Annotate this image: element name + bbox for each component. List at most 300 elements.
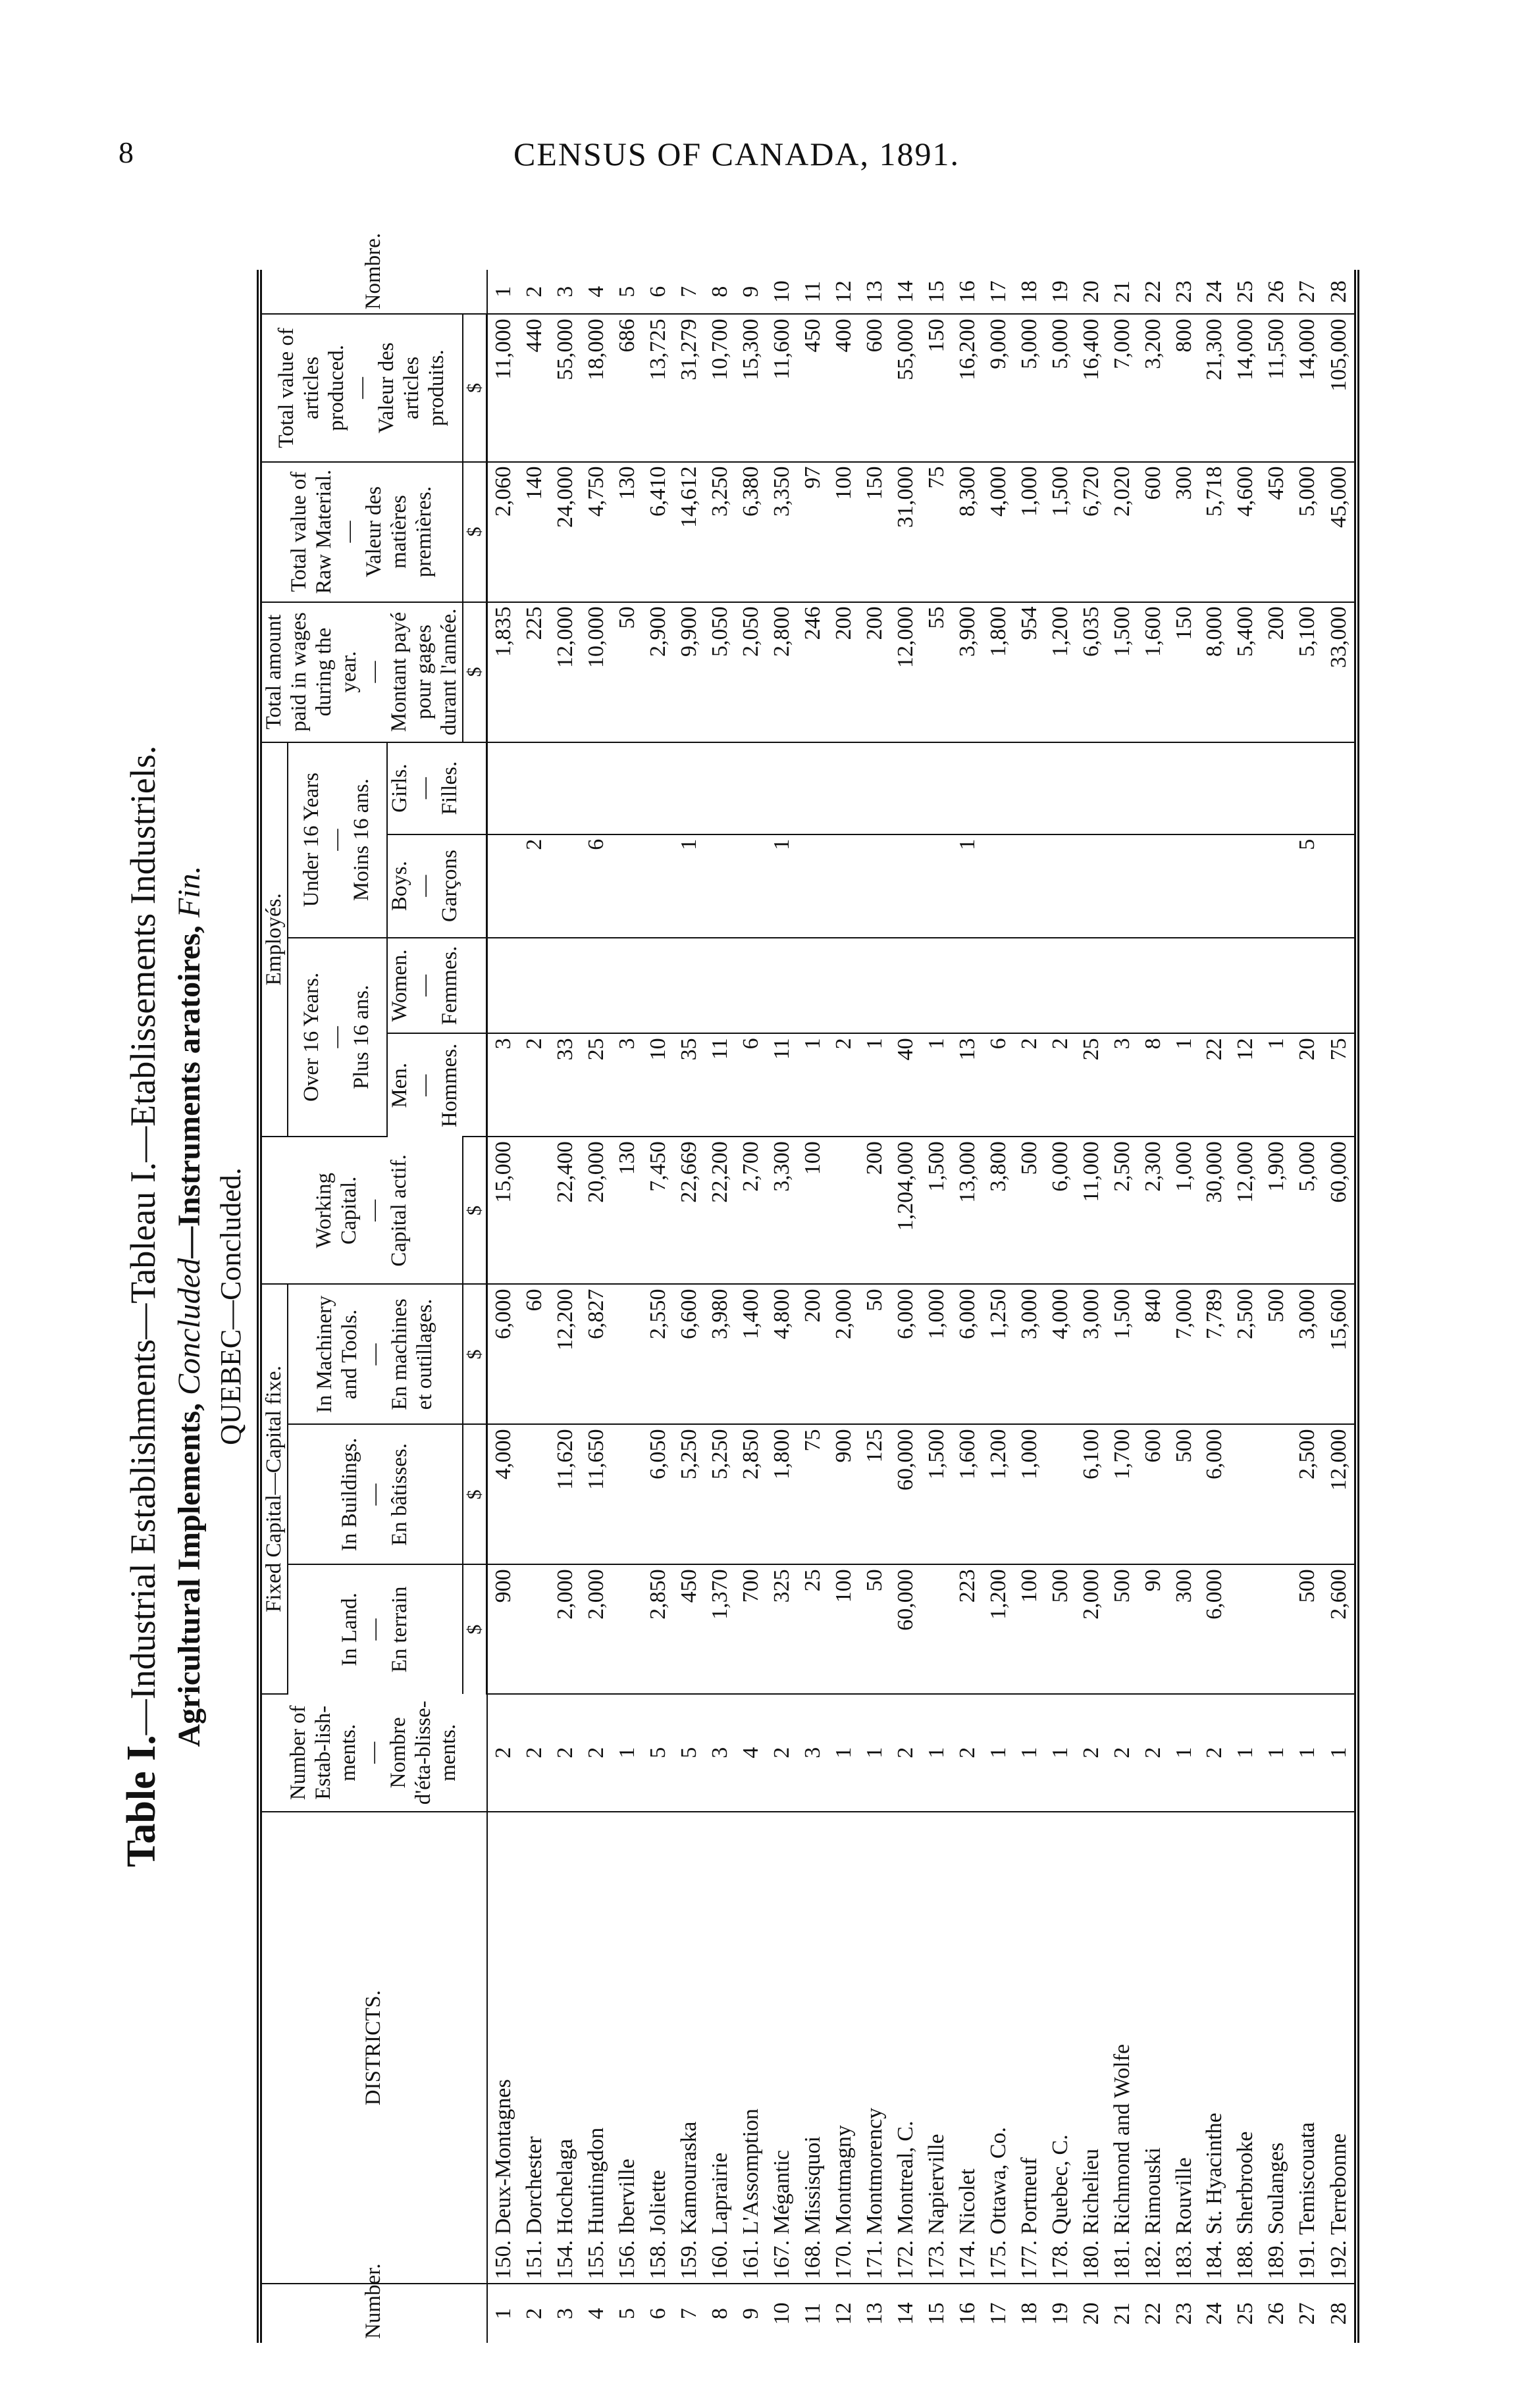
- row-nombre: 11: [797, 270, 828, 314]
- girls-count: [1168, 742, 1199, 834]
- buildings-value: 11,650: [581, 1424, 612, 1564]
- col-estab: [259, 1694, 487, 1812]
- table-body: [487, 270, 1357, 2343]
- buildings-value: 12,000: [1323, 1424, 1357, 1564]
- census-table: [257, 232, 1359, 2343]
- table-row: [550, 270, 581, 2343]
- page-number: 8: [118, 136, 134, 169]
- boys-count: [1199, 834, 1230, 938]
- district-name: 173. Napierville: [921, 1812, 952, 2284]
- men-count: 20: [1292, 1033, 1323, 1137]
- machinery-value: 1,250: [983, 1284, 1014, 1424]
- row-nombre: 9: [735, 270, 766, 314]
- table-row: [612, 270, 642, 2343]
- col-girls-en: Girls.: [387, 763, 411, 813]
- wages-value: 2,800: [766, 602, 797, 742]
- row-nombre: 15: [921, 270, 952, 314]
- working-capital: 22,400: [550, 1137, 581, 1284]
- col-working: [259, 1137, 463, 1284]
- col-working-fr: Capital actif.: [386, 1154, 411, 1267]
- district-name: 160. Laprairie: [704, 1812, 735, 2284]
- men-count: 2: [1045, 1033, 1076, 1137]
- table-row: [921, 270, 952, 2343]
- district-name: 158. Joliette: [642, 1812, 673, 2284]
- table-row: [859, 270, 890, 2343]
- working-capital: 5,000: [1292, 1137, 1323, 1284]
- district-name: 175. Ottawa, Co.: [983, 1812, 1014, 2284]
- machinery-value: 60: [519, 1284, 550, 1424]
- province-heading: QUEBEC—Concluded.: [215, 1167, 247, 1445]
- men-count: 75: [1323, 1033, 1357, 1137]
- estab-count: 3: [704, 1694, 735, 1812]
- articles-produced-value: 18,000: [581, 314, 612, 461]
- table-row: [828, 270, 859, 2343]
- land-value: [921, 1564, 952, 1693]
- girls-count: [704, 742, 735, 834]
- subtitle-part3: —Instruments aratoires,: [172, 925, 207, 1258]
- dash: —: [325, 829, 349, 851]
- men-count: 10: [642, 1033, 673, 1137]
- blank-unit: [463, 1033, 487, 1137]
- running-title: CENSUS OF CANADA, 1891.: [513, 136, 960, 172]
- working-capital: 130: [612, 1137, 642, 1284]
- girls-count: [581, 742, 612, 834]
- women-count: [519, 938, 550, 1034]
- articles-produced-value: 686: [612, 314, 642, 461]
- col-machinery: [288, 1284, 463, 1424]
- machinery-value: 3,000: [1014, 1284, 1045, 1424]
- machinery-value: 200: [797, 1284, 828, 1424]
- col-women: [387, 938, 463, 1034]
- col-produced: [259, 314, 463, 461]
- row-nombre: 19: [1045, 270, 1076, 314]
- row-nombre: 28: [1323, 270, 1357, 314]
- articles-produced-value: 9,000: [983, 314, 1014, 461]
- col-produced-fr: Valeur des articles produits.: [374, 342, 448, 434]
- land-value: 1,370: [704, 1564, 735, 1693]
- col-nombre: Nombre.: [259, 270, 487, 314]
- girls-count: [859, 742, 890, 834]
- working-capital: [828, 1137, 859, 1284]
- buildings-value: 5,250: [704, 1424, 735, 1564]
- girls-count: [1323, 742, 1357, 834]
- raw-material-value: 2,060: [487, 462, 519, 602]
- row-number: 26: [1264, 2302, 1289, 2325]
- col-machinery-fr: En machines et outillages.: [387, 1298, 436, 1410]
- wages-value: 50: [612, 602, 642, 742]
- dash: —: [362, 1483, 386, 1506]
- buildings-value: 60,000: [890, 1424, 921, 1564]
- dash: —: [361, 661, 386, 683]
- girls-count: [1230, 742, 1261, 834]
- articles-produced-value: 55,000: [890, 314, 921, 461]
- col-buildings: [288, 1424, 463, 1564]
- wages-value: 5,100: [1292, 602, 1323, 742]
- dash: —: [412, 875, 436, 897]
- women-count: [1292, 938, 1323, 1034]
- raw-material-value: 31,000: [890, 462, 921, 602]
- district-name: 154. Hochelaga: [550, 1812, 581, 2284]
- col-boys: [387, 834, 463, 938]
- machinery-value: 840: [1138, 1284, 1168, 1424]
- machinery-value: 500: [1261, 1284, 1292, 1424]
- working-capital: 22,669: [673, 1137, 704, 1284]
- girls-count: [797, 742, 828, 834]
- blank-unit: [463, 938, 487, 1034]
- working-capital: 20,000: [581, 1137, 612, 1284]
- men-count: 33: [550, 1033, 581, 1137]
- col-raw-en: Total value of Raw Material.: [286, 469, 336, 594]
- women-count: [1168, 938, 1199, 1034]
- boys-count: [1323, 834, 1357, 938]
- raw-material-value: 2,020: [1107, 462, 1138, 602]
- raw-material-value: 300: [1168, 462, 1199, 602]
- machinery-value: 7,000: [1168, 1284, 1199, 1424]
- row-nombre: 26: [1261, 270, 1292, 314]
- men-count: 1: [921, 1033, 952, 1137]
- row-number: 17: [985, 2302, 1010, 2325]
- row-nombre: 27: [1292, 270, 1323, 314]
- row-nombre: 6: [642, 270, 673, 314]
- raw-material-value: 14,612: [673, 462, 704, 602]
- estab-count: 1: [1045, 1694, 1076, 1812]
- row-number: 9: [738, 2308, 763, 2320]
- men-count: 22: [1199, 1033, 1230, 1137]
- district-name: 159. Kamouraska: [673, 1812, 704, 2284]
- district-name: 178. Quebec, C.: [1045, 1812, 1076, 2284]
- working-capital: [519, 1137, 550, 1284]
- wages-value: 150: [1168, 602, 1199, 742]
- working-capital: 2,300: [1138, 1137, 1168, 1284]
- men-count: 1: [859, 1033, 890, 1137]
- men-count: 2: [1014, 1033, 1045, 1137]
- land-value: 100: [828, 1564, 859, 1693]
- row-number: 7: [677, 2308, 702, 2320]
- women-count: [766, 938, 797, 1034]
- articles-produced-value: 105,000: [1323, 314, 1357, 461]
- row-nombre: 17: [983, 270, 1014, 314]
- wages-value: 10,000: [581, 602, 612, 742]
- district-name: 174. Nicolet: [952, 1812, 983, 2284]
- row-number: 6: [646, 2308, 671, 2320]
- row-number: 12: [831, 2302, 856, 2325]
- working-capital: 11,000: [1076, 1137, 1107, 1284]
- boys-count: [1230, 834, 1261, 938]
- estab-count: 2: [890, 1694, 921, 1812]
- buildings-value: [1261, 1424, 1292, 1564]
- buildings-value: [1230, 1424, 1261, 1564]
- girls-count: [735, 742, 766, 834]
- working-capital: 7,450: [642, 1137, 673, 1284]
- table-title-text: —Industrial Establishments—Tableau I.—Etablissements Industriels.: [123, 745, 163, 1735]
- col-girls: [387, 742, 463, 834]
- buildings-value: 1,500: [921, 1424, 952, 1564]
- col-estab-fr: Nombre d'éta-blisse-ments.: [386, 1701, 461, 1805]
- buildings-value: 6,100: [1076, 1424, 1107, 1564]
- buildings-value: 500: [1168, 1424, 1199, 1564]
- col-produced-en: Total value of articles produced.: [274, 328, 348, 448]
- buildings-value: 1,700: [1107, 1424, 1138, 1564]
- col-raw-fr: Valeur des matières premières.: [361, 486, 436, 578]
- wages-value: 3,900: [952, 602, 983, 742]
- row-nombre: 2: [519, 270, 550, 314]
- row-number: 19: [1047, 2302, 1072, 2325]
- col-girls-fr: Filles.: [437, 761, 461, 815]
- girls-count: [519, 742, 550, 834]
- boys-count: [487, 834, 519, 938]
- dollar-sign: $: [463, 1284, 487, 1424]
- estab-count: 1: [859, 1694, 890, 1812]
- raw-material-value: 8,300: [952, 462, 983, 602]
- wages-value: 1,600: [1138, 602, 1168, 742]
- men-count: 12: [1230, 1033, 1261, 1137]
- table-row: [704, 270, 735, 2343]
- estab-count: 1: [1292, 1694, 1323, 1812]
- district-name: 156. Iberville: [612, 1812, 642, 2284]
- wages-value: 9,900: [673, 602, 704, 742]
- buildings-value: 2,850: [735, 1424, 766, 1564]
- district-name: 150. Deux-Montagnes: [487, 1812, 519, 2284]
- dash: —: [362, 1343, 386, 1366]
- table-subtitle: [171, 270, 207, 2343]
- subtitle-part4: Fin.: [172, 865, 207, 918]
- row-nombre: 24: [1199, 270, 1230, 314]
- estab-count: 2: [519, 1694, 550, 1812]
- boys-count: [859, 834, 890, 938]
- raw-material-value: 600: [1138, 462, 1168, 602]
- working-capital: 1,000: [1168, 1137, 1199, 1284]
- women-count: [1199, 938, 1230, 1034]
- row-number: 27: [1295, 2302, 1320, 2325]
- table-row: [581, 270, 612, 2343]
- men-count: 6: [983, 1033, 1014, 1137]
- col-men: [387, 1033, 463, 1137]
- row-nombre: 3: [550, 270, 581, 314]
- district-name: 181. Richmond and Wolfe: [1107, 1812, 1138, 2284]
- blank-unit: [463, 834, 487, 938]
- col-under16-fr: Moins 16 ans.: [350, 779, 374, 902]
- dollar-sign: $: [463, 1137, 487, 1284]
- land-value: [519, 1564, 550, 1693]
- dash: —: [361, 1741, 386, 1764]
- men-count: 3: [1107, 1033, 1138, 1137]
- articles-produced-value: 31,279: [673, 314, 704, 461]
- articles-produced-value: 55,000: [550, 314, 581, 461]
- raw-material-value: 97: [797, 462, 828, 602]
- men-count: 6: [735, 1033, 766, 1137]
- land-value: 2,000: [550, 1564, 581, 1693]
- buildings-value: [1045, 1424, 1076, 1564]
- district-name: 188. Sherbrooke: [1230, 1812, 1261, 2284]
- district-name: 191. Temiscouata: [1292, 1812, 1323, 2284]
- buildings-value: 75: [797, 1424, 828, 1564]
- raw-material-value: 6,720: [1076, 462, 1107, 602]
- district-name: 172. Montreal, C.: [890, 1812, 921, 2284]
- land-value: 100: [1014, 1564, 1045, 1693]
- boys-count: [921, 834, 952, 938]
- boys-count: [828, 834, 859, 938]
- boys-count: [1261, 834, 1292, 938]
- table-row: [797, 270, 828, 2343]
- articles-produced-value: 5,000: [1014, 314, 1045, 461]
- table-row: [890, 270, 921, 2343]
- col-wages-fr: Montant payé pour gages durant l'année.: [386, 608, 461, 736]
- table-row: [1014, 270, 1045, 2343]
- dollar-sign: $: [463, 1564, 487, 1693]
- table-row: [1292, 270, 1323, 2343]
- district-name: 184. St. Hyacinthe: [1199, 1812, 1230, 2284]
- raw-material-value: 3,350: [766, 462, 797, 602]
- buildings-value: 5,250: [673, 1424, 704, 1564]
- row-nombre: 1: [487, 270, 519, 314]
- girls-count: [828, 742, 859, 834]
- land-value: 6,000: [1199, 1564, 1230, 1693]
- dollar-sign: $: [463, 462, 487, 602]
- estab-count: 1: [921, 1694, 952, 1812]
- articles-produced-value: 21,300: [1199, 314, 1230, 461]
- machinery-value: 6,827: [581, 1284, 612, 1424]
- working-capital: 12,000: [1230, 1137, 1261, 1284]
- col-boys-en: Boys.: [387, 861, 411, 911]
- women-count: [983, 938, 1014, 1034]
- estab-count: 1: [983, 1694, 1014, 1812]
- buildings-value: 6,050: [642, 1424, 673, 1564]
- machinery-value: 4,000: [1045, 1284, 1076, 1424]
- articles-produced-value: 13,725: [642, 314, 673, 461]
- wages-value: 2,050: [735, 602, 766, 742]
- row-nombre: 20: [1076, 270, 1107, 314]
- district-name: 161. L'Assomption: [735, 1812, 766, 2284]
- col-men-en: Men.: [387, 1062, 411, 1108]
- row-nombre: 21: [1107, 270, 1138, 314]
- men-count: 11: [704, 1033, 735, 1137]
- dash: —: [412, 974, 436, 996]
- dash: —: [336, 521, 361, 543]
- boys-count: [1045, 834, 1076, 938]
- machinery-value: 6,000: [952, 1284, 983, 1424]
- men-count: 8: [1138, 1033, 1168, 1137]
- col-wages: [259, 602, 463, 742]
- row-number: 13: [862, 2302, 887, 2325]
- articles-produced-value: 5,000: [1045, 314, 1076, 461]
- row-number: 21: [1109, 2302, 1134, 2325]
- land-value: 300: [1168, 1564, 1199, 1693]
- boys-count: [1014, 834, 1045, 938]
- men-count: 1: [1168, 1033, 1199, 1137]
- machinery-value: 15,600: [1323, 1284, 1357, 1424]
- table-row: [1107, 270, 1138, 2343]
- land-value: 2,000: [1076, 1564, 1107, 1693]
- row-number: 10: [769, 2302, 794, 2325]
- table-row: [1230, 270, 1261, 2343]
- women-count: [797, 938, 828, 1034]
- buildings-value: 1,200: [983, 1424, 1014, 1564]
- men-count: 35: [673, 1033, 704, 1137]
- working-capital: 60,000: [1323, 1137, 1357, 1284]
- men-count: 1: [797, 1033, 828, 1137]
- table-row: [983, 270, 1014, 2343]
- dollar-sign: $: [463, 1424, 487, 1564]
- table-row: [642, 270, 673, 2343]
- blank-unit: [463, 742, 487, 834]
- raw-material-value: 4,750: [581, 462, 612, 602]
- wages-value: 1,200: [1045, 602, 1076, 742]
- women-count: [952, 938, 983, 1034]
- land-value: 25: [797, 1564, 828, 1693]
- col-buildings-en: In Buildings.: [337, 1437, 361, 1552]
- raw-material-value: 75: [921, 462, 952, 602]
- estab-count: 4: [735, 1694, 766, 1812]
- boys-count: [890, 834, 921, 938]
- men-count: 25: [1076, 1033, 1107, 1137]
- row-nombre: 25: [1230, 270, 1261, 314]
- women-count: [890, 938, 921, 1034]
- raw-material-value: 5,718: [1199, 462, 1230, 602]
- subtitle-part1: Agricultural Implements,: [172, 1402, 207, 1747]
- col-buildings-fr: En bâtisses.: [387, 1443, 411, 1546]
- buildings-value: 4,000: [487, 1424, 519, 1564]
- girls-count: [550, 742, 581, 834]
- district-name: 171. Montmorency: [859, 1812, 890, 2284]
- machinery-value: 2,550: [642, 1284, 673, 1424]
- working-capital: 30,000: [1199, 1137, 1230, 1284]
- boys-count: [1138, 834, 1168, 938]
- working-capital: 1,500: [921, 1137, 952, 1284]
- table-row: [952, 270, 983, 2343]
- col-women-en: Women.: [387, 949, 411, 1022]
- articles-produced-value: 800: [1168, 314, 1199, 461]
- articles-produced-value: 3,200: [1138, 314, 1168, 461]
- col-land: [288, 1564, 463, 1693]
- col-districts: DISTRICTS.: [259, 1812, 487, 2284]
- estab-count: 2: [487, 1694, 519, 1812]
- row-number: 24: [1202, 2302, 1227, 2325]
- col-estab-en: Number of Estab-lish-ments.: [286, 1705, 361, 1801]
- articles-produced-value: 14,000: [1230, 314, 1261, 461]
- land-value: 2,850: [642, 1564, 673, 1693]
- row-number: 2: [522, 2308, 547, 2320]
- girls-count: [642, 742, 673, 834]
- raw-material-value: 4,000: [983, 462, 1014, 602]
- raw-material-value: 140: [519, 462, 550, 602]
- articles-produced-value: 16,400: [1076, 314, 1107, 461]
- estab-count: 1: [1014, 1694, 1045, 1812]
- dollar-sign: $: [463, 314, 487, 461]
- machinery-value: 50: [859, 1284, 890, 1424]
- men-count: 13: [952, 1033, 983, 1137]
- girls-count: [1292, 742, 1323, 834]
- wages-value: 12,000: [550, 602, 581, 742]
- girls-count: [673, 742, 704, 834]
- col-boys-fr: Garçons: [437, 850, 461, 923]
- articles-produced-value: 10,700: [704, 314, 735, 461]
- buildings-value: 900: [828, 1424, 859, 1564]
- dollar-sign: $: [463, 602, 487, 742]
- working-capital: 15,000: [487, 1137, 519, 1284]
- table-row: [1045, 270, 1076, 2343]
- girls-count: [1014, 742, 1045, 834]
- boys-count: 1: [766, 834, 797, 938]
- women-count: [1261, 938, 1292, 1034]
- girls-count: [1261, 742, 1292, 834]
- wages-value: 225: [519, 602, 550, 742]
- row-nombre: 23: [1168, 270, 1199, 314]
- buildings-value: 1,000: [1014, 1424, 1045, 1564]
- table-row: [519, 270, 550, 2343]
- raw-material-value: 4,600: [1230, 462, 1261, 602]
- men-count: 3: [612, 1033, 642, 1137]
- col-working-en: Working Capital.: [311, 1173, 361, 1248]
